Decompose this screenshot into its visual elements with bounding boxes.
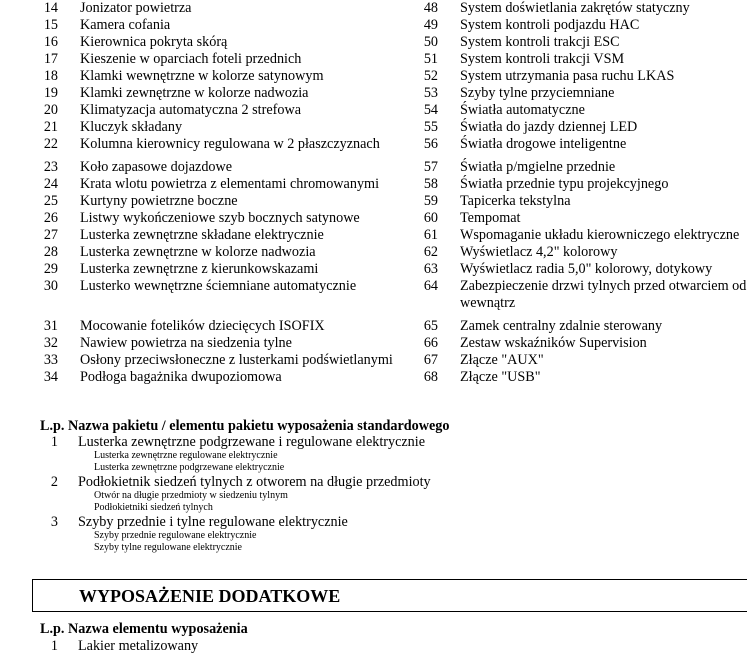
left-number: 33 (43, 352, 58, 368)
table-row (0, 369, 747, 386)
right-item: Światła automatyczne (460, 102, 585, 118)
left-item: Lusterko wewnętrzne ściemniane automatycznie (80, 278, 357, 294)
right-item: System kontroli podjazdu HAC (460, 17, 640, 33)
left-number: 30 (43, 278, 58, 294)
left-item: Kolumna kierownicy regulowana w 2 płaszczyznach (80, 136, 380, 152)
right-item: Światła przednie typu projekcyjnego (460, 176, 669, 192)
right-item: System utrzymania pasa ruchu LKAS (460, 68, 675, 84)
left-item: Nawiew powietrza na siedzenia tylne (80, 335, 292, 351)
right-item: Wspomaganie układu kierowniczego elektryczne (460, 227, 740, 243)
right-number: 68 (423, 369, 438, 385)
right-number: 67 (423, 352, 438, 368)
table-row (0, 335, 747, 352)
optional-equipment-banner: WYPOSAŻENIE DODATKOWE (32, 579, 747, 612)
right-number: 65 (423, 318, 438, 334)
optional-number: 1 (50, 638, 58, 654)
left-number: 20 (43, 102, 58, 118)
right-number: 49 (423, 17, 438, 33)
right-number: 55 (423, 119, 438, 135)
right-item: Złącze "USB" (460, 369, 541, 385)
left-number: 16 (43, 34, 58, 50)
left-number: 17 (43, 51, 58, 67)
left-number: 23 (43, 159, 58, 175)
left-item: Klamki zewnętrzne w kolorze nadwozia (80, 85, 309, 101)
right-number: 59 (423, 193, 438, 209)
right-item: System kontroli trakcji VSM (460, 51, 625, 67)
package-element: Lusterka zewnętrzne podgrzewane elektrycznie (94, 462, 285, 473)
left-number: 15 (43, 17, 58, 33)
right-number: 48 (423, 0, 438, 16)
table-row (0, 34, 747, 51)
left-number: 21 (43, 119, 58, 135)
right-item: Światła do jazdy dziennej LED (460, 119, 638, 135)
left-item: Kierownica pokryta skórą (80, 34, 228, 50)
right-item: Zestaw wskaźników Supervision (460, 335, 647, 351)
table-row (0, 261, 747, 278)
right-item: System doświetlania zakrętów statyczny (460, 0, 690, 16)
left-number: 29 (43, 261, 58, 277)
package-row (0, 514, 747, 530)
package-name: Szyby przednie i tylne regulowane elektrycznie (78, 514, 348, 530)
right-number: 63 (423, 261, 438, 277)
left-number: 26 (43, 210, 58, 226)
table-row (0, 136, 747, 153)
right-number: 56 (423, 136, 438, 152)
package-number: 1 (50, 434, 58, 450)
table-row (0, 318, 747, 335)
left-item: Listwy wykończeniowe szyb bocznych satynowe (80, 210, 360, 226)
left-item: Klimatyzacja automatyczna 2 strefowa (80, 102, 301, 118)
right-number: 61 (423, 227, 438, 243)
package-element: Otwór na długie przedmioty w siedzeniu tylnym (94, 490, 288, 501)
table-row (0, 119, 747, 136)
package-name: Podłokietnik siedzeń tylnych z otworem na długie przedmioty (78, 474, 431, 490)
right-number: 62 (423, 244, 438, 260)
right-number: 50 (423, 34, 438, 50)
left-number: 32 (43, 335, 58, 351)
package-element: Podłokietniki siedzeń tylnych (94, 502, 213, 513)
left-number: 14 (43, 0, 58, 16)
right-item: Tapicerka tekstylna (460, 193, 571, 209)
table-row (0, 68, 747, 85)
package-row (0, 474, 747, 490)
table-row (0, 159, 747, 176)
left-number: 27 (43, 227, 58, 243)
package-row (0, 434, 747, 450)
optional-equipment-section (0, 621, 747, 655)
table-row (0, 278, 747, 312)
left-number: 22 (43, 136, 58, 152)
table-row (0, 227, 747, 244)
left-item: Podłoga bagażnika dwupoziomowa (80, 369, 282, 385)
left-number: 28 (43, 244, 58, 260)
table-row (0, 102, 747, 119)
right-item: Światła drogowe inteligentne (460, 136, 627, 152)
table-row (0, 210, 747, 227)
left-number: 19 (43, 85, 58, 101)
table-row (0, 176, 747, 193)
right-item: Wyświetlacz radia 5,0" kolorowy, dotykowy (460, 261, 713, 277)
optional-header: L.p. Nazwa elementu wyposażenia (40, 621, 248, 637)
table-row (0, 244, 747, 261)
right-item: Tempomat (460, 210, 521, 226)
right-item: Zabezpieczenie drzwi tylnych przed otwarciem od wewnątrz (460, 278, 747, 311)
table-row (0, 51, 747, 68)
right-item: Szyby tylne przyciemniane (460, 85, 615, 101)
right-number: 64 (423, 278, 438, 294)
left-item: Jonizator powietrza (80, 0, 192, 16)
table-row (0, 352, 747, 369)
left-number: 18 (43, 68, 58, 84)
right-number: 58 (423, 176, 438, 192)
left-item: Kieszenie w oparciach foteli przednich (80, 51, 302, 67)
left-number: 31 (43, 318, 58, 334)
left-item: Mocowanie fotelików dziecięcych ISOFIX (80, 318, 325, 334)
standard-packages-section (0, 418, 747, 554)
left-item: Kamera cofania (80, 17, 171, 33)
right-item: System kontroli trakcji ESC (460, 34, 620, 50)
right-number: 52 (423, 68, 438, 84)
left-item: Lusterka zewnętrzne składane elektrycznie (80, 227, 324, 243)
table-row (0, 85, 747, 102)
left-item: Krata wlotu powietrza z elementami chromowanymi (80, 176, 380, 192)
left-item: Klamki wewnętrzne w kolorze satynowym (80, 68, 324, 84)
left-item: Lusterka zewnętrzne w kolorze nadwozia (80, 244, 316, 260)
table-row (0, 193, 747, 210)
package-element: Szyby tylne regulowane elektrycznie (94, 542, 242, 553)
right-number: 51 (423, 51, 438, 67)
right-number: 60 (423, 210, 438, 226)
package-number: 2 (50, 474, 58, 490)
right-number: 53 (423, 85, 438, 101)
right-item: Wyświetlacz 4,2" kolorowy (460, 244, 618, 260)
table-row (0, 17, 747, 34)
left-number: 34 (43, 369, 58, 385)
left-item: Kurtyny powietrzne boczne (80, 193, 238, 209)
left-number: 24 (43, 176, 58, 192)
packages-header: L.p. Nazwa pakietu / elementu pakietu wyposażenia standardowego (40, 418, 450, 434)
package-number: 3 (50, 514, 58, 530)
left-item: Kluczyk składany (80, 119, 183, 135)
right-item: Światła p/mgielne przednie (460, 159, 616, 175)
left-item: Lusterka zewnętrzne z kierunkowskazami (80, 261, 319, 277)
right-item: Zamek centralny zdalnie sterowany (460, 318, 663, 334)
right-number: 54 (423, 102, 438, 118)
left-item: Osłony przeciwsłoneczne z lusterkami podświetlanymi (80, 352, 393, 368)
left-number: 25 (43, 193, 58, 209)
right-number: 57 (423, 159, 438, 175)
right-number: 66 (423, 335, 438, 351)
left-item: Koło zapasowe dojazdowe (80, 159, 233, 175)
package-element: Szyby przednie regulowane elektrycznie (94, 530, 257, 541)
optional-name: Lakier metalizowany (78, 638, 199, 654)
right-item: Złącze "AUX" (460, 352, 544, 368)
package-name: Lusterka zewnętrzne podgrzewane i regulowane elektrycznie (78, 434, 426, 450)
table-row (0, 0, 747, 17)
optional-row (0, 638, 747, 655)
package-element: Lusterka zewnętrzne regulowane elektrycznie (94, 450, 278, 461)
